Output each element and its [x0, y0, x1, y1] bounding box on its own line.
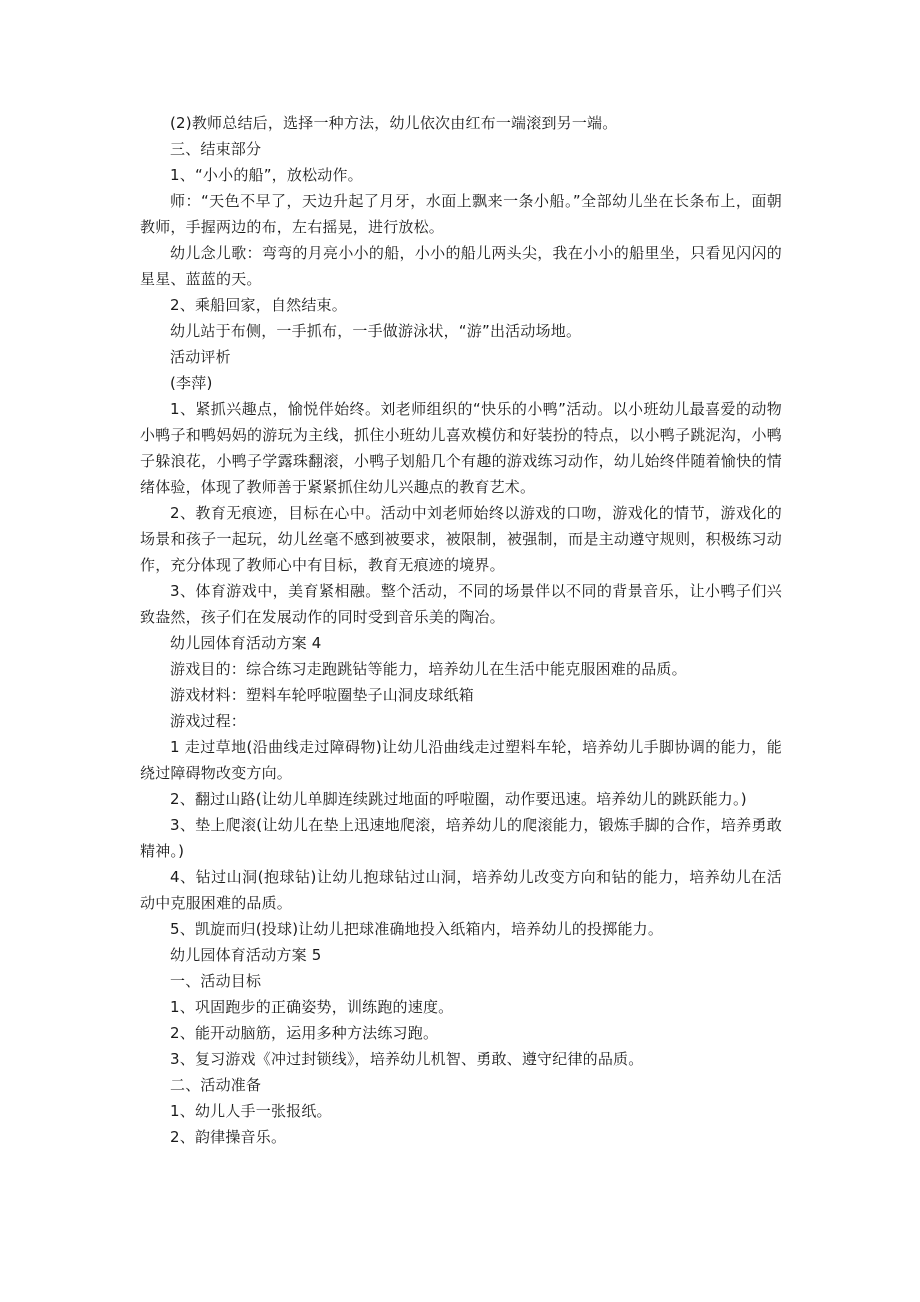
section-title: 幼儿园体育活动方案 5	[170, 946, 322, 964]
section-title: 幼儿园体育活动方案 4	[170, 634, 322, 652]
paragraph: 5、凯旋而归(投球)让幼儿把球准确地投入纸箱内，培养幼儿的投掷能力。	[170, 920, 664, 938]
paragraph: 2、教育无痕迹，目标在心中。活动中刘老师始终以游戏的口吻，游戏化的情节，游戏化的场景和孩子一起玩，幼儿丝毫不感到被要求，被限制，被强制，而是主动遵守规则，积极练习动作，充分体现了教师心中有目标，教育无痕迹的境界。	[140, 504, 782, 574]
paragraph: 1、巩固跑步的正确姿势，训练跑的速度。	[170, 998, 454, 1016]
paragraph: 1、幼儿人手一张报纸。	[170, 1102, 332, 1120]
paragraph: 2、能开动脑筋，运用多种方法练习跑。	[170, 1024, 439, 1042]
section-heading: 三、结束部分	[170, 140, 262, 158]
paragraph: 游戏过程：	[170, 712, 247, 730]
paragraph: 幼儿站于布侧，一手抓布，一手做游泳状，“游”出活动场地。	[170, 322, 582, 340]
paragraph: 师：“天色不早了，天边升起了月牙，水面上飘来一条小船。”全部幼儿坐在长条布上，面朝教师，手握两边的布，左右摇晃，进行放松。	[140, 192, 782, 236]
document-body	[140, 110, 782, 1150]
paragraph: 3、垫上爬滚(让幼儿在垫上迅速地爬滚，培养幼儿的爬滚能力，锻炼手脚的合作，培养勇敢精神。)	[140, 816, 782, 860]
paragraph: 2、韵律操音乐。	[170, 1128, 287, 1146]
paragraph: (2)教师总结后，选择一种方法，幼儿依次由红布一端滚到另一端。	[170, 114, 618, 132]
paragraph: 游戏目的：综合练习走跑跳钻等能力，培养幼儿在生活中能克服困难的品质。	[170, 660, 687, 678]
paragraph: 2、乘船回家，自然结束。	[170, 296, 347, 314]
author-note: (李萍)	[170, 374, 213, 392]
section-heading: 一、活动目标	[170, 972, 262, 990]
section-heading: 二、活动准备	[170, 1076, 262, 1094]
paragraph: 1 走过草地(沿曲线走过障碍物)让幼儿沿曲线走过塑料车轮，培养幼儿手脚协调的能力，能绕过障碍物改变方向。	[140, 738, 782, 782]
paragraph: 3、体育游戏中，美育紧相融。整个活动，不同的场景伴以不同的背景音乐，让小鸭子们兴致盎然，孩子们在发展动作的同时受到音乐美的陶冶。	[140, 582, 782, 626]
paragraph: 2、翻过山路(让幼儿单脚连续跳过地面的呼啦圈，动作要迅速。培养幼儿的跳跃能力。)	[170, 790, 747, 808]
paragraph: 4、钻过山洞(抱球钻)让幼儿抱球钻过山洞，培养幼儿改变方向和钻的能力，培养幼儿在活动中克服困难的品质。	[140, 868, 782, 912]
section-heading: 活动评析	[170, 348, 231, 366]
paragraph: 1、紧抓兴趣点，愉悦伴始终。刘老师组织的“快乐的小鸭”活动。以小班幼儿最喜爱的动物小鸭子和鸭妈妈的游玩为主线，抓住小班幼儿喜欢模仿和好装扮的特点，以小鸭子跳泥沟，小鸭子躲浪花，小鸭子学露珠翻滚，小鸭子划船几个有趣的游戏练习动作，幼儿始终伴随着愉快的情绪体验，体现了教师善于紧紧抓住幼儿兴趣点的教育艺术。	[140, 400, 782, 496]
paragraph: 3、复习游戏《冲过封锁线》，培养幼儿机智、勇敢、遵守纪律的品质。	[170, 1050, 644, 1068]
paragraph: 1、“小小的船”，放松动作。	[170, 166, 363, 184]
paragraph: 幼儿念儿歌：弯弯的月亮小小的船，小小的船儿两头尖，我在小小的船里坐，只看见闪闪的星星、蓝蓝的天。	[140, 244, 782, 288]
paragraph: 游戏材料：塑料车轮呼啦圈垫子山洞皮球纸箱	[170, 686, 475, 704]
